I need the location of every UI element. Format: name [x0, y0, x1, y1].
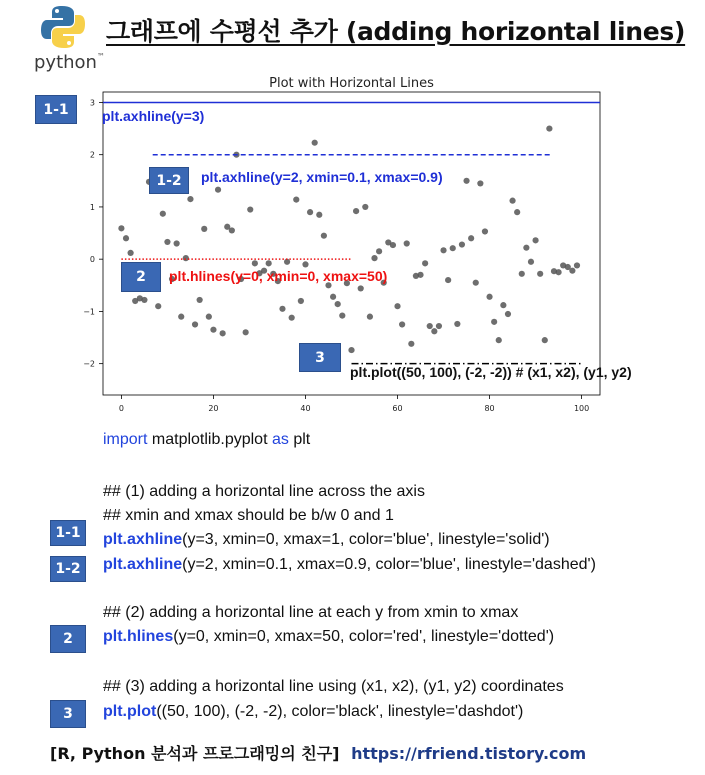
data-point [321, 233, 327, 239]
footer-label: [R, Python 분석과 프로그래밍의 친구] [50, 744, 340, 763]
data-point [206, 314, 212, 320]
data-point [353, 208, 359, 214]
data-point [417, 272, 423, 278]
data-point [459, 241, 465, 247]
data-point [371, 255, 377, 261]
y-tick-label: 1 [89, 202, 95, 212]
data-point [155, 303, 161, 309]
data-point [358, 285, 364, 291]
data-point [229, 227, 235, 233]
data-point [436, 323, 442, 329]
data-point [367, 314, 373, 320]
code-line-plot: plt.plot((50, 100), (-2, -2), color='black', linestyle='dashdot') [103, 703, 524, 720]
data-point [201, 226, 207, 232]
code-comment-3: ## (2) adding a horizontal line at each y from xmin to xmax [103, 604, 519, 621]
data-point [555, 269, 561, 275]
python-wordmark: python™ [34, 52, 105, 73]
data-point [463, 178, 469, 184]
y-tick-label: 0 [89, 255, 95, 265]
annotation-plot-y-2: plt.plot((50, 100), (-2, -2)) # (x1, x2), (y1, y2) [350, 364, 632, 380]
data-point [298, 298, 304, 304]
data-point [174, 240, 180, 246]
data-point [514, 209, 520, 215]
x-tick-label: 100 [573, 404, 590, 413]
y-tick-label: −1 [83, 307, 95, 317]
data-point [178, 314, 184, 320]
y-tick-label: −2 [83, 359, 95, 369]
data-point [128, 250, 134, 256]
data-point [509, 198, 515, 204]
data-point [247, 206, 253, 212]
x-tick-label: 60 [392, 404, 403, 413]
data-point [523, 245, 529, 251]
data-point [210, 327, 216, 333]
data-point [468, 235, 474, 241]
data-point [537, 271, 543, 277]
chart-title: Plot with Horizontal Lines [269, 76, 434, 91]
data-point [307, 209, 313, 215]
y-tick-label: 3 [89, 98, 95, 108]
data-point [118, 225, 124, 231]
python-logo-icon [40, 4, 86, 50]
x-tick-label: 20 [208, 404, 219, 413]
data-point [569, 268, 575, 274]
data-point [546, 125, 552, 131]
data-point [450, 245, 456, 251]
data-point [477, 180, 483, 186]
annotation-axhline-y2: plt.axhline(y=2, xmin=0.1, xmax=0.9) [201, 169, 443, 185]
data-point [279, 306, 285, 312]
code-badge-1-2: 1-2 [50, 556, 86, 582]
badge-1-2: 1-2 [149, 167, 189, 194]
data-point [293, 197, 299, 203]
code-badge-3: 3 [50, 700, 86, 728]
data-point [496, 337, 502, 343]
x-tick-label: 80 [484, 404, 495, 413]
data-point [394, 303, 400, 309]
code-line-hlines: plt.hlines(y=0, xmin=0, xmax=50, color='red', linestyle='dotted') [103, 628, 555, 645]
data-point [141, 297, 147, 303]
data-point [215, 187, 221, 193]
data-point [404, 240, 410, 246]
badge-3: 3 [299, 343, 341, 372]
data-point [316, 212, 322, 218]
data-point [505, 311, 511, 317]
data-point [486, 294, 492, 300]
data-point [532, 237, 538, 243]
x-tick-label: 0 [118, 404, 124, 413]
data-point [362, 204, 368, 210]
data-point [289, 315, 295, 321]
code-import-line: import matplotlib.pyplot as plt [103, 431, 311, 448]
data-point [187, 196, 193, 202]
code-comment-4: ## (3) adding a horizontal line using (x1, x2), (y1, y2) coordinates [103, 678, 564, 695]
data-point [482, 228, 488, 234]
data-point [390, 242, 396, 248]
data-point [312, 140, 318, 146]
data-point [160, 211, 166, 217]
data-point [192, 321, 198, 327]
data-point [266, 260, 272, 266]
code-comment-1: ## (1) adding a horizontal line across the axis [103, 483, 425, 500]
y-tick-label: 2 [89, 150, 95, 160]
data-point [519, 271, 525, 277]
data-point [473, 280, 479, 286]
code-comment-2: ## xmin and xmax should be b/w 0 and 1 [103, 507, 394, 524]
code-badge-1-1: 1-1 [50, 520, 86, 546]
data-point [491, 319, 497, 325]
data-point [348, 347, 354, 353]
data-point [220, 330, 226, 336]
footer [50, 741, 586, 764]
data-point [528, 259, 534, 265]
data-point [399, 321, 405, 327]
data-point [454, 321, 460, 327]
data-point [431, 328, 437, 334]
data-point [542, 337, 548, 343]
data-point [197, 297, 203, 303]
x-tick-label: 40 [300, 404, 311, 413]
data-point [574, 262, 580, 268]
annotation-hlines-y0: plt.hlines(y=0, xmin=0, xmax=50) [169, 268, 388, 284]
badge-1-1: 1-1 [35, 95, 77, 124]
data-point [243, 329, 249, 335]
data-point [422, 260, 428, 266]
data-point [252, 260, 258, 266]
data-point [376, 248, 382, 254]
data-point [408, 341, 414, 347]
data-point [164, 239, 170, 245]
annotation-axhline-y3: plt.axhline(y=3) [102, 108, 205, 124]
data-point [440, 247, 446, 253]
data-point [445, 277, 451, 283]
data-point [427, 323, 433, 329]
data-point [302, 261, 308, 267]
data-point [339, 312, 345, 318]
footer-url[interactable]: https://rfriend.tistory.com [351, 744, 587, 763]
data-point [183, 255, 189, 261]
data-point [335, 301, 341, 307]
code-line-axhline-2: plt.axhline(y=2, xmin=0.1, xmax=0.9, color='blue', linestyle='dashed') [103, 556, 596, 573]
code-badge-2: 2 [50, 625, 86, 653]
data-point [123, 235, 129, 241]
data-point [500, 302, 506, 308]
page-title: 그래프에 수평선 추가 (adding horizontal lines) [106, 17, 686, 46]
badge-2: 2 [121, 262, 161, 292]
data-point [330, 294, 336, 300]
code-line-axhline-1: plt.axhline(y=3, xmin=0, xmax=1, color='blue', linestyle='solid') [103, 531, 550, 548]
